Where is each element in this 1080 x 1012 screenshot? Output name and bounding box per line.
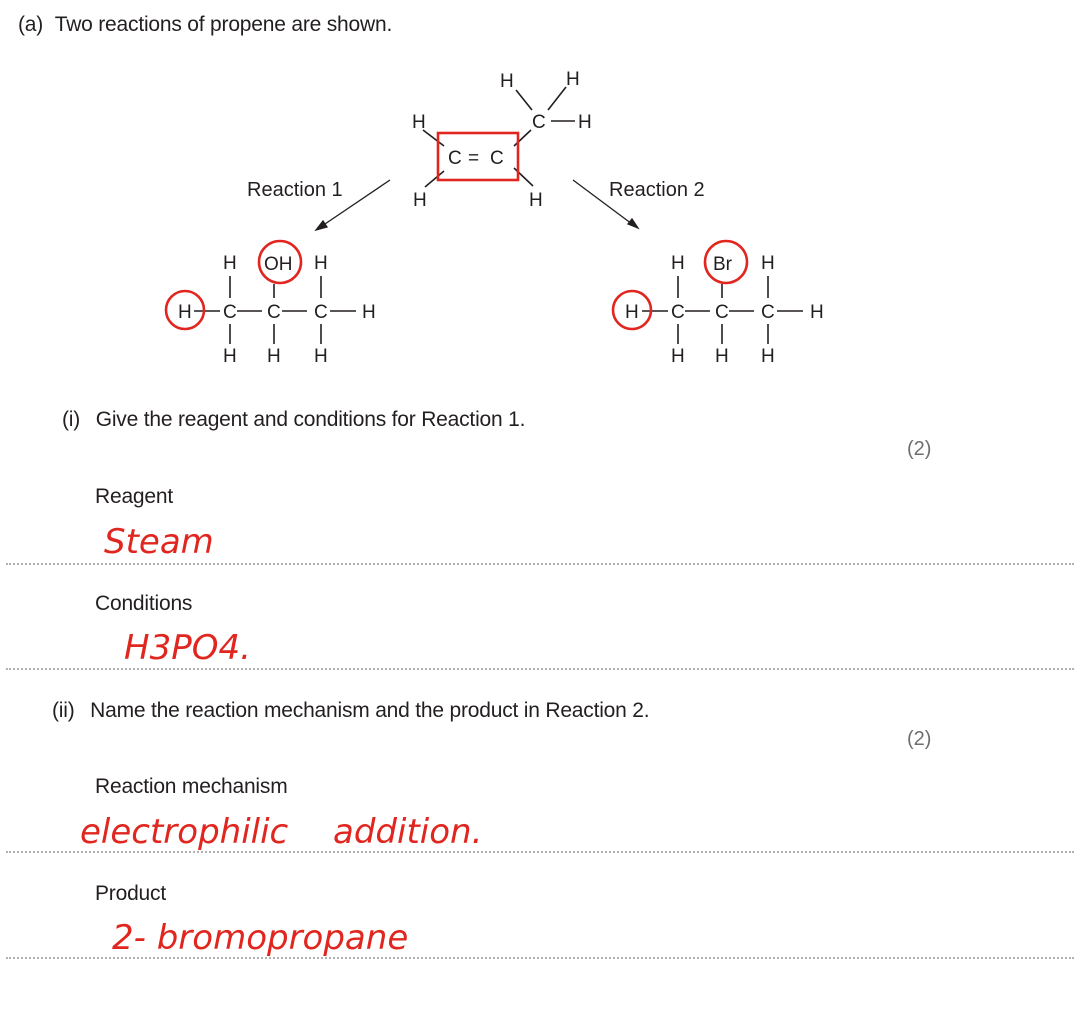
product-label: Product [95, 882, 166, 905]
atom-c: C [761, 302, 775, 323]
mechanism-label: Reaction mechanism [95, 775, 288, 798]
atom-h: H [223, 253, 237, 274]
part-i-text: Give the reagent and conditions for Reaction 1. [95, 408, 526, 431]
product-2-atoms [625, 253, 824, 367]
part-ii-label: (ii) [52, 699, 75, 722]
atom-h: H [500, 71, 514, 92]
conditions-answer: H3PO4. [124, 628, 251, 668]
reaction-arrows [316, 180, 638, 230]
atom-h: H [578, 112, 592, 133]
atom-h: H [529, 190, 543, 211]
part-i-label: (i) [62, 408, 81, 431]
bond-lines [194, 87, 803, 344]
atom-c: C [267, 302, 281, 323]
atom-h: H [362, 302, 376, 323]
mechanism-answer-1: electrophilic [80, 812, 289, 852]
mechanism-answer-2: addition. [333, 812, 483, 852]
atom-h: H [566, 69, 580, 90]
part-a-label: (a) [18, 13, 44, 36]
atom-c: C [715, 302, 729, 323]
double-bond-c2: C [490, 148, 504, 169]
atom-c: C [223, 302, 237, 323]
reaction-diagram [0, 0, 1080, 400]
reaction-2-label: Reaction 2 [609, 179, 705, 201]
atom-h: H [671, 346, 685, 367]
atom-h: H [625, 302, 639, 323]
product-answer: 2- bromopropane [112, 918, 409, 958]
answer-line [6, 957, 1074, 959]
atom-h: H [761, 253, 775, 274]
atom-h: H [761, 346, 775, 367]
answer-line [6, 851, 1074, 853]
atom-c: C [671, 302, 685, 323]
answer-line [6, 563, 1074, 565]
reaction-1-label: Reaction 1 [247, 179, 343, 201]
atom-h: H [267, 346, 281, 367]
atom-h: H [223, 346, 237, 367]
reagent-answer: Steam [104, 522, 214, 562]
atom-h: H [412, 112, 426, 133]
atom-h: H [314, 346, 328, 367]
product-1-atoms [178, 253, 376, 367]
part-ii-marks: (2) [907, 728, 932, 750]
reagent-label: Reagent [95, 485, 173, 508]
atom-oh: OH [264, 254, 293, 275]
atom-c: C [314, 302, 328, 323]
atom-h: H [715, 346, 729, 367]
part-ii-question [52, 699, 649, 723]
answer-line [6, 668, 1074, 670]
part-i-question [62, 408, 525, 432]
atom-h: H [810, 302, 824, 323]
atom-c: C [532, 112, 546, 133]
atom-h: H [314, 253, 328, 274]
double-bond-c1: C [448, 148, 462, 169]
conditions-label: Conditions [95, 592, 193, 615]
part-a-text: Two reactions of propene are shown. [54, 13, 393, 36]
atom-h: H [671, 253, 685, 274]
double-bond-symbol: = [468, 148, 480, 169]
atom-h: H [178, 302, 192, 323]
atom-br: Br [713, 254, 732, 275]
atom-h: H [413, 190, 427, 211]
part-i-marks: (2) [907, 438, 932, 460]
part-ii-text: Name the reaction mechanism and the product in Reaction 2. [90, 699, 650, 722]
